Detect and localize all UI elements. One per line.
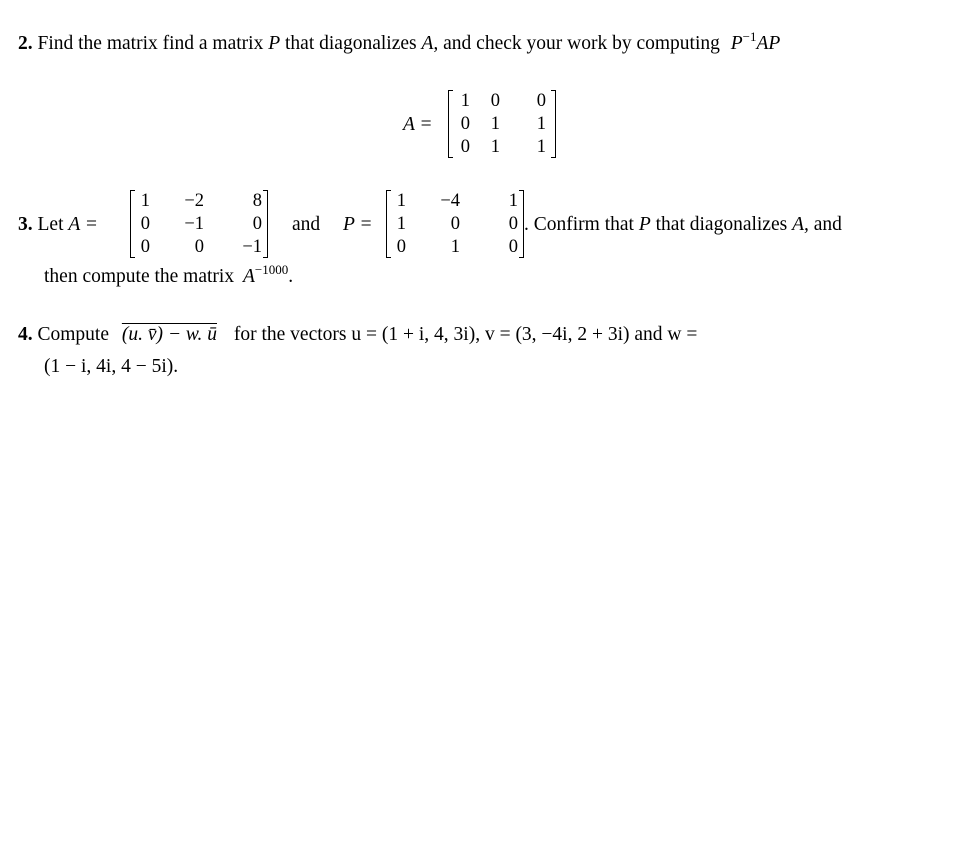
problem-2-expr-ap: AP [756, 33, 781, 54]
problem-3-matrix-p [386, 188, 524, 260]
problem-3-end: . [288, 266, 294, 287]
matrix-cell: 0 [508, 214, 518, 234]
matrix-cell: −2 [184, 191, 204, 211]
problem-4-vectors-line1: u = (1 + i, 4, 3i), v = (3, −4i, 2 + 3i) and w = [351, 324, 698, 345]
problem-3-let: Let [37, 214, 64, 235]
matrix-cell: 0 [140, 237, 150, 257]
problem-4-line1 [18, 324, 697, 346]
problem-3-and2: and [813, 214, 842, 235]
matrix-cell: 0 [450, 214, 460, 234]
matrix-cell: 1 [396, 191, 406, 211]
matrix-cell: 1 [140, 191, 150, 211]
matrix-cell: 1 [508, 191, 518, 211]
matrix-cell: 0 [396, 237, 406, 257]
problem-2-text2: that diagonalizes [285, 33, 417, 54]
problem-2-var-a: A, [421, 33, 439, 54]
problem-4-expr: (u. v̄) − w. ū [121, 324, 217, 345]
problem-3-var-p: P [638, 214, 651, 235]
problem-3-lead [18, 214, 98, 236]
matrix-cell: 0 [194, 237, 204, 257]
problem-4-for-text: for the vectors [233, 324, 347, 345]
matrix-cell: 1 [536, 114, 546, 134]
matrix-cell: 1 [536, 137, 546, 157]
matrix-cell: 0 [140, 214, 150, 234]
problem-2-var-p: P [268, 33, 281, 54]
problem-3-line2 [44, 262, 294, 288]
problem-2-text: Find the matrix find a matrix [37, 33, 264, 54]
matrix-cell: 1 [490, 114, 500, 134]
matrix-cell: 0 [460, 114, 470, 134]
problem-2-text3: and check your work by computing [443, 33, 720, 54]
problem-2-statement [18, 29, 781, 55]
matrix-cell: 8 [252, 191, 262, 211]
problem-2-expr-sup: −1 [742, 29, 757, 44]
problem-3-confirm-text2: that diagonalizes [655, 214, 788, 235]
matrix-cell: 1 [490, 137, 500, 157]
matrix-cell: 1 [460, 91, 470, 111]
matrix-cell: −1 [242, 237, 262, 257]
problem-3-line2-text: then compute the matrix [44, 266, 235, 287]
matrix-cell: 0 [490, 91, 500, 111]
left-bracket [448, 90, 453, 158]
problem-3-power-base: A [242, 266, 255, 287]
problem-3-confirm-text: . Confirm that [524, 214, 634, 235]
matrix-cell: 0 [460, 137, 470, 157]
matrix-cell: 0 [536, 91, 546, 111]
problem-4-compute: Compute [37, 324, 109, 345]
matrix-cell: 0 [252, 214, 262, 234]
problem-3-matrix-a [130, 188, 268, 260]
problem-4-line2: (1 − i, 4i, 4 − 5i). [44, 356, 179, 377]
problem-2-number: 2. [18, 33, 33, 54]
problem-3-var-a: A, [792, 214, 809, 235]
right-bracket [263, 190, 268, 258]
right-bracket [551, 90, 556, 158]
problem-4-number: 4. [18, 324, 33, 345]
matrix-cell: −1 [184, 214, 204, 234]
matrix-cell: 0 [508, 237, 518, 257]
matrix-cell: 1 [396, 214, 406, 234]
problem-2-matrix-label: A = [403, 114, 433, 135]
problem-3-confirm [524, 214, 842, 236]
problem-3-and: and [292, 214, 321, 235]
matrix-cell: −4 [440, 191, 460, 211]
matrix-cell: 1 [450, 237, 460, 257]
problem-3-power-exp: −1000 [254, 262, 289, 277]
problem-3-a-label: A = [68, 214, 98, 235]
problem-2-matrix [448, 88, 556, 160]
problem-2-expr-p: P [730, 33, 743, 54]
problem-3-number: 3. [18, 214, 33, 235]
problem-3-p-label: P = [343, 214, 373, 235]
